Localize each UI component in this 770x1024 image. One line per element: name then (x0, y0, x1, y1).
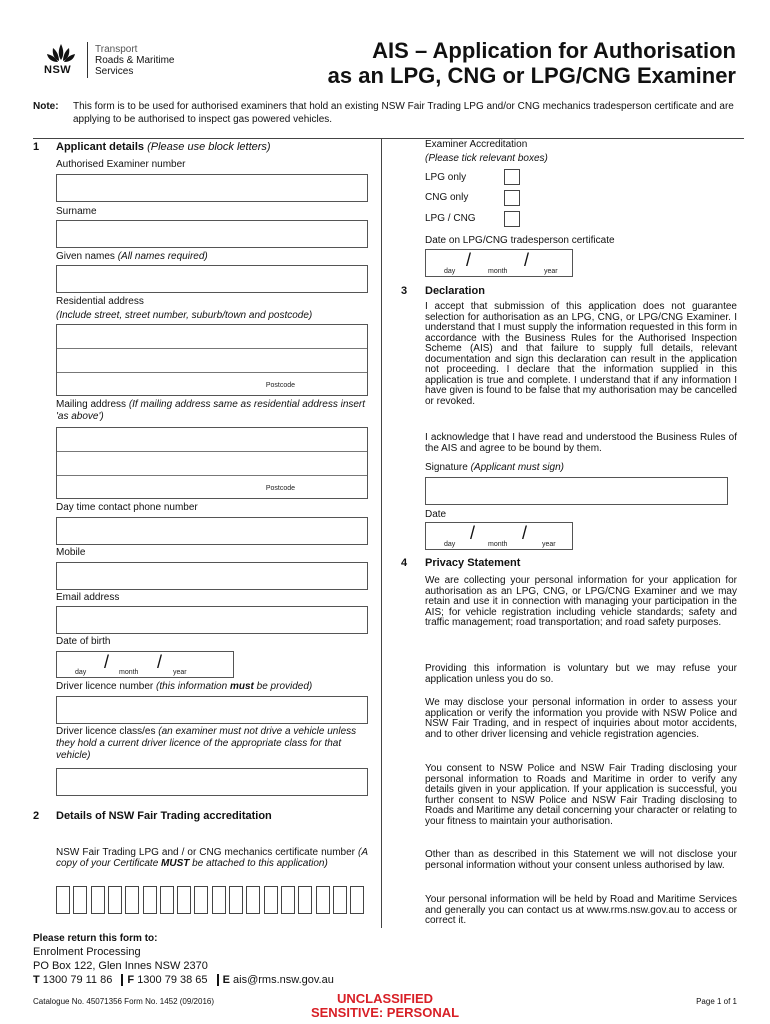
option-lpgcng-label: LPG / CNG (425, 213, 476, 224)
cert-digit-box[interactable] (264, 886, 278, 914)
signature-text: Signature (425, 462, 468, 473)
residential-address-label: Residential address (56, 296, 144, 307)
cert-digit-box[interactable] (212, 886, 226, 914)
cert-date-year: year (544, 268, 558, 275)
email-label: Email address (56, 592, 120, 603)
licence-hint-b: be provided) (256, 681, 313, 692)
note-text: This form is to be used for authorised examiners that hold an existing NSW Fair Trading LPG and/or CNG mechanics tradesperson certificate and are applying to be authorised to inspect gas powered vehicles. (73, 101, 734, 125)
decl-date-slash-1: / (470, 523, 476, 543)
classification-marking (285, 992, 485, 1020)
fax-prefix: F (127, 974, 135, 986)
section-1-title-text: Applicant details (56, 141, 145, 153)
cert-digit-box[interactable] (91, 886, 105, 914)
section-1-number: 1 (33, 141, 40, 153)
cert-date-slash-2: / (524, 250, 530, 270)
given-names-text: Given names (56, 251, 115, 262)
cert-digit-box[interactable] (350, 886, 364, 914)
title-line-2: as an LPG, CNG or LPG/CNG Examiner (327, 63, 736, 88)
option-cng-label: CNG only (425, 192, 469, 203)
cert-hint-a: (A copy of your Certificate (56, 847, 368, 869)
licence-class-hint: (an examiner must not drive a vehicle unless they hold a current driver licence of the appropriate class for that vehicle) (56, 726, 357, 761)
residential-address-input[interactable] (56, 324, 368, 396)
return-line-2: PO Box 122, Glen Innes NSW 2370 (33, 960, 208, 972)
section-2-title: Details of NSW Fair Trading accreditation (56, 810, 272, 822)
section-2-number: 2 (33, 810, 40, 822)
cert-digit-box[interactable] (281, 886, 295, 914)
surname-label: Surname (56, 206, 97, 217)
licence-number-text: Driver licence number (56, 681, 154, 692)
catalogue-number: Catalogue No. 45071356 Form No. 1452 (09/2016) (33, 997, 215, 1006)
cert-digit-box[interactable] (333, 886, 347, 914)
cert-digit-box[interactable] (108, 886, 122, 914)
section-1-title (56, 141, 271, 153)
cert-digit-box[interactable] (125, 886, 139, 914)
cert-number-label (56, 847, 368, 869)
cert-digit-box[interactable] (194, 886, 208, 914)
given-names-input[interactable] (56, 265, 368, 293)
column-divider (381, 138, 382, 928)
section-1-title-hint: (Please use block letters) (147, 141, 271, 153)
given-names-hint: (All names required) (117, 251, 208, 262)
section-divider (33, 138, 744, 139)
page-title (328, 38, 736, 88)
residential-address-hint: (Include street, street number, suburb/town and postcode) (56, 310, 313, 321)
return-line-1: Enrolment Processing (33, 946, 141, 958)
dob-month-label: month (119, 669, 139, 676)
cert-date-day: day (444, 268, 456, 275)
cert-hint-must: MUST (161, 858, 190, 869)
phone-prefix: T (33, 974, 40, 986)
privacy-para-3: We may disclose your personal information in order to assess your application or verify the information you provide with NSW Police and NSW Fair Trading, and in respect of inquiries about motor accidents, and to other driver licensing and vehicle registration agencies. (425, 697, 737, 740)
declaration-date-input[interactable] (425, 522, 573, 550)
licence-class-label (56, 726, 368, 762)
signature-hint: (Applicant must sign) (470, 462, 564, 473)
email-input[interactable] (56, 606, 368, 634)
residential-postcode-label: Postcode (265, 382, 295, 389)
examiner-number-input[interactable] (56, 174, 368, 202)
page-number: Page 1 of 1 (696, 997, 737, 1006)
note-label: Note: (33, 101, 59, 112)
cert-digit-box[interactable] (316, 886, 330, 914)
mailing-postcode-label: Postcode (265, 485, 295, 492)
option-cng-checkbox[interactable] (504, 190, 520, 206)
return-email[interactable]: ais@rms.nsw.gov.au (233, 974, 334, 986)
section-4-title: Privacy Statement (425, 557, 521, 569)
email-prefix: E (222, 974, 230, 986)
cert-hint-b: be attached to this application) (192, 858, 328, 869)
dob-slash-1: / (104, 652, 110, 672)
cert-digit-box[interactable] (229, 886, 243, 914)
cert-digit-box[interactable] (246, 886, 260, 914)
phone-input[interactable] (56, 517, 368, 545)
cert-digit-box[interactable] (177, 886, 191, 914)
section-3-number: 3 (401, 285, 408, 297)
cert-date-slash-1: / (466, 250, 472, 270)
mailing-address-input[interactable] (56, 427, 368, 499)
decl-date-month: month (488, 541, 508, 548)
privacy-para-6: Your personal information will be held by Road and Maritime Services and generally you can contact us at www.rms.nsw.gov.au to access or correct it. (425, 894, 737, 926)
org-line-3: Services (95, 66, 134, 77)
option-lpg-label: LPG only (425, 172, 467, 183)
signature-input[interactable] (425, 477, 728, 505)
privacy-para-1: We are collecting your personal information for your application for authorisation as an LPG, CNG, or LPG/CNG Examiner and we may retain and use it in connection with managing your participation in the AIS; for vehicle registration including vehicle standards; safety and traffic management; road transportation; and road safety purposes. (425, 575, 737, 628)
dob-label: Date of birth (56, 636, 111, 647)
surname-input[interactable] (56, 220, 368, 248)
dob-day-label: day (75, 669, 87, 676)
privacy-para-2: Providing this information is voluntary but we may refuse your application unless you do so. (425, 663, 737, 685)
note (33, 100, 743, 126)
given-names-label (56, 251, 208, 263)
cert-digit-box[interactable] (298, 886, 312, 914)
mobile-label: Mobile (56, 547, 86, 558)
declaration-date-label: Date (425, 509, 447, 520)
logo-divider (87, 42, 88, 78)
dob-slash-2: / (157, 652, 163, 672)
privacy-para-4: You consent to NSW Police and NSW Fair Trading disclosing your personal information to Roads and Maritime in order to verify any details given in your application. If your application is successful, you further consent to NSW Police and NSW Fair Trading disclosing to Roads and Maritime any detail concerning your character or relating to your fitness to maintain your authorisation. (425, 763, 737, 827)
org-line-1: Transport (95, 44, 138, 55)
org-line-2: Roads & Maritime (95, 55, 175, 66)
phone-label: Day time contact phone number (56, 502, 198, 513)
cert-digit-box[interactable] (56, 886, 70, 914)
decl-date-year: year (542, 541, 556, 548)
licence-hint-a: (this information (156, 681, 228, 692)
accreditation-hint: (Please tick relevant boxes) (425, 153, 548, 164)
licence-class-text: Driver licence class/es (56, 726, 156, 737)
section-4-number: 4 (401, 557, 408, 569)
cert-digit-box[interactable] (73, 886, 87, 914)
cert-date-label: Date on LPG/CNG tradesperson certificate (425, 235, 615, 246)
mailing-address-text: Mailing address (56, 399, 127, 410)
licence-class-input[interactable] (56, 768, 368, 796)
dob-year-label: year (173, 669, 187, 676)
privacy-para-5: Other than as described in this Statement we will not disclose your personal information without your consent unless authorised by law. (425, 849, 737, 871)
accreditation-title: Examiner Accreditation (425, 139, 528, 150)
declaration-para-1: I accept that submission of this application does not guarantee selection for authorisation as an LPG, CNG, or LPG/CNG Examiner. I understand that I must supply the information requested in this form in accordance with the Business Rules for the Authorised Inspection Scheme (AIS) and that failure to supply full details, relevant documentation and sign this declaration can result in the application not proceeding. I declare that the information supplied in this application is true and complete. I understand that if any information I have given is found to be false that my authorisation may be cancelled or revoked. (425, 301, 737, 407)
cert-digit-box[interactable] (160, 886, 174, 914)
option-lpg-checkbox[interactable] (504, 169, 520, 185)
return-title: Please return this form to: (33, 933, 158, 944)
examiner-number-label: Authorised Examiner number (56, 159, 186, 170)
cert-date-input[interactable] (425, 249, 573, 277)
cert-number-digits[interactable] (56, 886, 368, 914)
cert-digit-box[interactable] (143, 886, 157, 914)
licence-number-input[interactable] (56, 696, 368, 724)
cert-date-month: month (488, 268, 508, 275)
return-contacts (33, 974, 334, 986)
licence-hint-must: must (229, 681, 254, 692)
return-fax: 1300 79 38 65 (137, 974, 208, 986)
classification-line-2: SENSITIVE: PERSONAL (310, 1005, 460, 1020)
option-lpgcng-checkbox[interactable] (504, 211, 520, 227)
mobile-input[interactable] (56, 562, 368, 590)
mailing-address-label (56, 399, 368, 423)
section-3-title: Declaration (425, 285, 485, 297)
licence-number-label (56, 681, 312, 693)
decl-date-slash-2: / (522, 523, 528, 543)
dob-input[interactable] (56, 651, 234, 678)
cert-number-text: NSW Fair Trading LPG and / or CNG mechanics certificate number (56, 847, 355, 858)
return-phone: 1300 79 11 86 (42, 974, 113, 986)
classification-line-1: UNCLASSIFIED (336, 991, 434, 1006)
title-line-1: AIS – Application for Authorisation (372, 38, 736, 63)
mailing-address-hint: (If mailing address same as residential address insert 'as above') (56, 399, 366, 422)
declaration-para-2: I acknowledge that I have read and understood the Business Rules of the AIS and agree to be bound by them. (425, 432, 737, 454)
signature-label (425, 462, 564, 474)
decl-date-day: day (444, 541, 456, 548)
nsw-wordmark: NSW (44, 64, 72, 76)
